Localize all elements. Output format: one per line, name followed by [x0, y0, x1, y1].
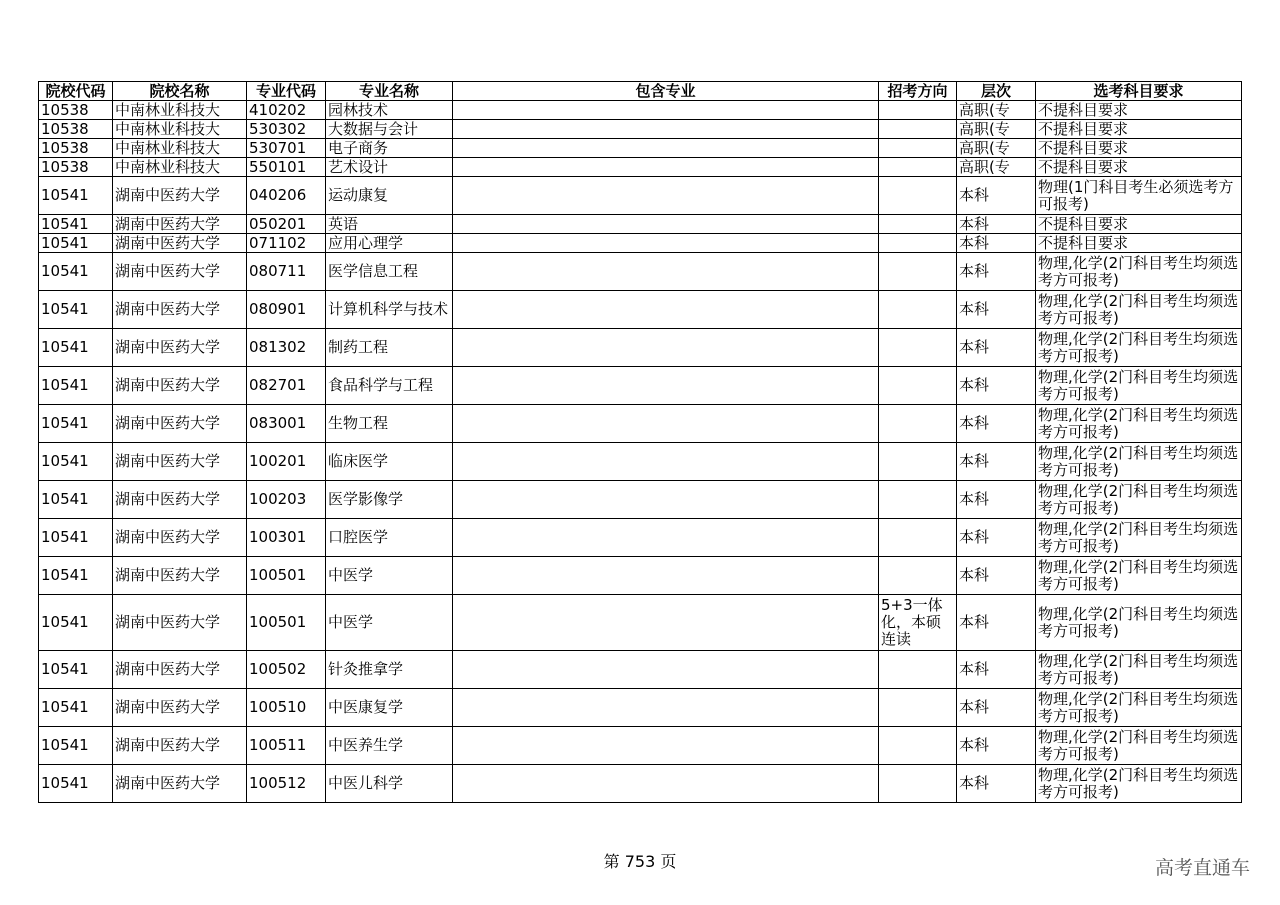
table-row — [39, 443, 1242, 481]
cell-school-name: 湖南中医药大学 — [113, 443, 247, 481]
cell-level: 本科 — [957, 443, 1036, 481]
cell-school-code: 10541 — [39, 765, 113, 803]
header-school-name: 院校名称 — [113, 82, 247, 101]
cell-major-code: 083001 — [247, 405, 326, 443]
cell-included-majors — [453, 689, 879, 727]
table-row — [39, 120, 1242, 139]
cell-direction — [879, 253, 957, 291]
cell-major-code: 100201 — [247, 443, 326, 481]
cell-included-majors — [453, 367, 879, 405]
cell-included-majors — [453, 329, 879, 367]
cell-school-name: 中南林业科技大 — [113, 139, 247, 158]
cell-school-code: 10541 — [39, 727, 113, 765]
page-number: 第 753 页 — [603, 852, 677, 871]
cell-school-name: 湖南中医药大学 — [113, 215, 247, 234]
cell-included-majors — [453, 253, 879, 291]
header-major-name: 专业名称 — [326, 82, 453, 101]
cell-subject-requirement: 不提科目要求 — [1036, 158, 1242, 177]
header-direction: 招考方向 — [879, 82, 957, 101]
table-row — [39, 689, 1242, 727]
cell-major-name: 针灸推拿学 — [326, 651, 453, 689]
cell-school-code: 10538 — [39, 120, 113, 139]
cell-included-majors — [453, 765, 879, 803]
cell-subject-requirement: 物理,化学(2门科目考生均须选考方可报考) — [1036, 291, 1242, 329]
cell-major-name: 中医儿科学 — [326, 765, 453, 803]
cell-subject-requirement: 不提科目要求 — [1036, 120, 1242, 139]
cell-major-name: 中医康复学 — [326, 689, 453, 727]
cell-subject-requirement: 不提科目要求 — [1036, 234, 1242, 253]
table-row — [39, 519, 1242, 557]
cell-direction — [879, 367, 957, 405]
header-major-code: 专业代码 — [247, 82, 326, 101]
cell-subject-requirement: 不提科目要求 — [1036, 139, 1242, 158]
cell-direction — [879, 519, 957, 557]
cell-direction — [879, 215, 957, 234]
cell-level: 本科 — [957, 765, 1036, 803]
cell-subject-requirement: 物理,化学(2门科目考生均须选考方可报考) — [1036, 595, 1242, 651]
cell-major-code: 100501 — [247, 557, 326, 595]
cell-included-majors — [453, 443, 879, 481]
table-row — [39, 139, 1242, 158]
cell-major-name: 中医养生学 — [326, 727, 453, 765]
cell-level: 本科 — [957, 234, 1036, 253]
cell-direction — [879, 481, 957, 519]
cell-level: 本科 — [957, 215, 1036, 234]
cell-school-code: 10541 — [39, 177, 113, 215]
cell-level: 本科 — [957, 291, 1036, 329]
cell-subject-requirement: 物理,化学(2门科目考生均须选考方可报考) — [1036, 689, 1242, 727]
table-row — [39, 651, 1242, 689]
cell-major-code: 550101 — [247, 158, 326, 177]
cell-school-name: 中南林业科技大 — [113, 101, 247, 120]
cell-subject-requirement: 物理,化学(2门科目考生均须选考方可报考) — [1036, 481, 1242, 519]
cell-level: 本科 — [957, 595, 1036, 651]
cell-major-name: 应用心理学 — [326, 234, 453, 253]
cell-major-code: 100203 — [247, 481, 326, 519]
cell-major-code: 081302 — [247, 329, 326, 367]
cell-included-majors — [453, 177, 879, 215]
cell-subject-requirement: 物理,化学(2门科目考生均须选考方可报考) — [1036, 557, 1242, 595]
cell-direction — [879, 177, 957, 215]
cell-level: 本科 — [957, 329, 1036, 367]
cell-school-code: 10541 — [39, 291, 113, 329]
cell-subject-requirement: 物理,化学(2门科目考生均须选考方可报考) — [1036, 405, 1242, 443]
cell-major-code: 071102 — [247, 234, 326, 253]
cell-major-name: 中医学 — [326, 557, 453, 595]
cell-school-code: 10538 — [39, 101, 113, 120]
cell-subject-requirement: 物理,化学(2门科目考生均须选考方可报考) — [1036, 727, 1242, 765]
cell-school-name: 湖南中医药大学 — [113, 481, 247, 519]
cell-major-name: 生物工程 — [326, 405, 453, 443]
cell-direction — [879, 234, 957, 253]
cell-subject-requirement: 物理(1门科目考生必须选考方可报考) — [1036, 177, 1242, 215]
cell-major-name: 食品科学与工程 — [326, 367, 453, 405]
cell-direction — [879, 120, 957, 139]
table-row — [39, 158, 1242, 177]
cell-direction — [879, 651, 957, 689]
cell-direction — [879, 443, 957, 481]
cell-school-code: 10538 — [39, 139, 113, 158]
cell-school-code: 10541 — [39, 329, 113, 367]
table-row — [39, 234, 1242, 253]
cell-direction — [879, 139, 957, 158]
cell-included-majors — [453, 405, 879, 443]
table-row — [39, 291, 1242, 329]
watermark: 高考直通车 — [1154, 857, 1250, 879]
cell-major-name: 临床医学 — [326, 443, 453, 481]
cell-school-name: 湖南中医药大学 — [113, 253, 247, 291]
cell-included-majors — [453, 215, 879, 234]
cell-school-code: 10541 — [39, 443, 113, 481]
cell-major-name: 口腔医学 — [326, 519, 453, 557]
cell-major-code: 100511 — [247, 727, 326, 765]
cell-level: 本科 — [957, 689, 1036, 727]
table-row — [39, 481, 1242, 519]
cell-major-code: 080901 — [247, 291, 326, 329]
cell-school-name: 湖南中医药大学 — [113, 234, 247, 253]
cell-school-name: 湖南中医药大学 — [113, 177, 247, 215]
admission-table — [38, 81, 1242, 803]
cell-major-name: 医学信息工程 — [326, 253, 453, 291]
cell-level: 本科 — [957, 481, 1036, 519]
table-row — [39, 177, 1242, 215]
cell-school-code: 10541 — [39, 519, 113, 557]
table-row — [39, 215, 1242, 234]
header-subject-requirement: 选考科目要求 — [1036, 82, 1242, 101]
cell-school-name: 湖南中医药大学 — [113, 727, 247, 765]
table-row — [39, 557, 1242, 595]
cell-direction — [879, 405, 957, 443]
cell-included-majors — [453, 557, 879, 595]
table-body — [39, 101, 1242, 803]
cell-included-majors — [453, 291, 879, 329]
cell-major-name: 运动康复 — [326, 177, 453, 215]
cell-direction — [879, 765, 957, 803]
header-row — [39, 82, 1242, 101]
cell-subject-requirement: 物理,化学(2门科目考生均须选考方可报考) — [1036, 253, 1242, 291]
cell-level: 本科 — [957, 253, 1036, 291]
table-row — [39, 253, 1242, 291]
table-row — [39, 727, 1242, 765]
cell-major-name: 电子商务 — [326, 139, 453, 158]
cell-direction — [879, 101, 957, 120]
cell-level: 高职(专 — [957, 101, 1036, 120]
cell-school-name: 湖南中医药大学 — [113, 689, 247, 727]
cell-direction — [879, 727, 957, 765]
cell-school-code: 10541 — [39, 405, 113, 443]
cell-school-name: 中南林业科技大 — [113, 120, 247, 139]
cell-school-name: 湖南中医药大学 — [113, 405, 247, 443]
cell-school-code: 10541 — [39, 651, 113, 689]
cell-school-name: 湖南中医药大学 — [113, 595, 247, 651]
cell-direction — [879, 689, 957, 727]
cell-subject-requirement: 物理,化学(2门科目考生均须选考方可报考) — [1036, 765, 1242, 803]
cell-subject-requirement: 物理,化学(2门科目考生均须选考方可报考) — [1036, 367, 1242, 405]
cell-school-code: 10541 — [39, 253, 113, 291]
cell-direction — [879, 158, 957, 177]
cell-major-name: 英语 — [326, 215, 453, 234]
cell-subject-requirement: 不提科目要求 — [1036, 215, 1242, 234]
cell-level: 本科 — [957, 405, 1036, 443]
cell-level: 高职(专 — [957, 139, 1036, 158]
cell-level: 高职(专 — [957, 120, 1036, 139]
cell-major-name: 医学影像学 — [326, 481, 453, 519]
cell-major-code: 530701 — [247, 139, 326, 158]
cell-level: 本科 — [957, 557, 1036, 595]
cell-level: 本科 — [957, 367, 1036, 405]
table-row — [39, 329, 1242, 367]
cell-major-name: 园林技术 — [326, 101, 453, 120]
table-row — [39, 765, 1242, 803]
table-row — [39, 367, 1242, 405]
cell-major-code: 530302 — [247, 120, 326, 139]
cell-direction — [879, 557, 957, 595]
table-row — [39, 101, 1242, 120]
header-school-code: 院校代码 — [39, 82, 113, 101]
cell-school-name: 湖南中医药大学 — [113, 367, 247, 405]
cell-included-majors — [453, 727, 879, 765]
cell-school-code: 10541 — [39, 595, 113, 651]
cell-major-code: 080711 — [247, 253, 326, 291]
table-row — [39, 405, 1242, 443]
cell-included-majors — [453, 120, 879, 139]
cell-major-name: 计算机科学与技术 — [326, 291, 453, 329]
cell-major-code: 082701 — [247, 367, 326, 405]
cell-included-majors — [453, 481, 879, 519]
cell-school-code: 10541 — [39, 557, 113, 595]
cell-subject-requirement: 物理,化学(2门科目考生均须选考方可报考) — [1036, 519, 1242, 557]
cell-subject-requirement: 物理,化学(2门科目考生均须选考方可报考) — [1036, 651, 1242, 689]
cell-level: 本科 — [957, 519, 1036, 557]
cell-school-name: 湖南中医药大学 — [113, 557, 247, 595]
cell-included-majors — [453, 234, 879, 253]
cell-school-code: 10541 — [39, 367, 113, 405]
header-included-majors: 包含专业 — [453, 82, 879, 101]
cell-school-name: 湖南中医药大学 — [113, 291, 247, 329]
cell-direction: 5+3一体化，本硕连读 — [879, 595, 957, 651]
cell-school-code: 10538 — [39, 158, 113, 177]
cell-school-code: 10541 — [39, 215, 113, 234]
table-row — [39, 595, 1242, 651]
cell-school-name: 湖南中医药大学 — [113, 651, 247, 689]
cell-subject-requirement: 不提科目要求 — [1036, 101, 1242, 120]
header-level: 层次 — [957, 82, 1036, 101]
cell-school-name: 中南林业科技大 — [113, 158, 247, 177]
cell-major-name: 制药工程 — [326, 329, 453, 367]
cell-level: 本科 — [957, 727, 1036, 765]
cell-included-majors — [453, 139, 879, 158]
cell-subject-requirement: 物理,化学(2门科目考生均须选考方可报考) — [1036, 443, 1242, 481]
cell-major-code: 040206 — [247, 177, 326, 215]
cell-included-majors — [453, 651, 879, 689]
cell-level: 高职(专 — [957, 158, 1036, 177]
cell-subject-requirement: 物理,化学(2门科目考生均须选考方可报考) — [1036, 329, 1242, 367]
cell-major-code: 100301 — [247, 519, 326, 557]
cell-included-majors — [453, 158, 879, 177]
cell-school-name: 湖南中医药大学 — [113, 329, 247, 367]
cell-major-code: 100501 — [247, 595, 326, 651]
cell-school-code: 10541 — [39, 481, 113, 519]
cell-direction — [879, 329, 957, 367]
cell-school-name: 湖南中医药大学 — [113, 519, 247, 557]
cell-level: 本科 — [957, 177, 1036, 215]
cell-included-majors — [453, 519, 879, 557]
cell-major-code: 100510 — [247, 689, 326, 727]
cell-major-code: 100502 — [247, 651, 326, 689]
cell-included-majors — [453, 595, 879, 651]
cell-major-name: 艺术设计 — [326, 158, 453, 177]
cell-school-code: 10541 — [39, 234, 113, 253]
cell-level: 本科 — [957, 651, 1036, 689]
cell-school-name: 湖南中医药大学 — [113, 765, 247, 803]
cell-major-code: 050201 — [247, 215, 326, 234]
cell-major-name: 中医学 — [326, 595, 453, 651]
cell-major-code: 100512 — [247, 765, 326, 803]
cell-major-name: 大数据与会计 — [326, 120, 453, 139]
cell-direction — [879, 291, 957, 329]
cell-major-code: 410202 — [247, 101, 326, 120]
cell-school-code: 10541 — [39, 689, 113, 727]
cell-included-majors — [453, 101, 879, 120]
